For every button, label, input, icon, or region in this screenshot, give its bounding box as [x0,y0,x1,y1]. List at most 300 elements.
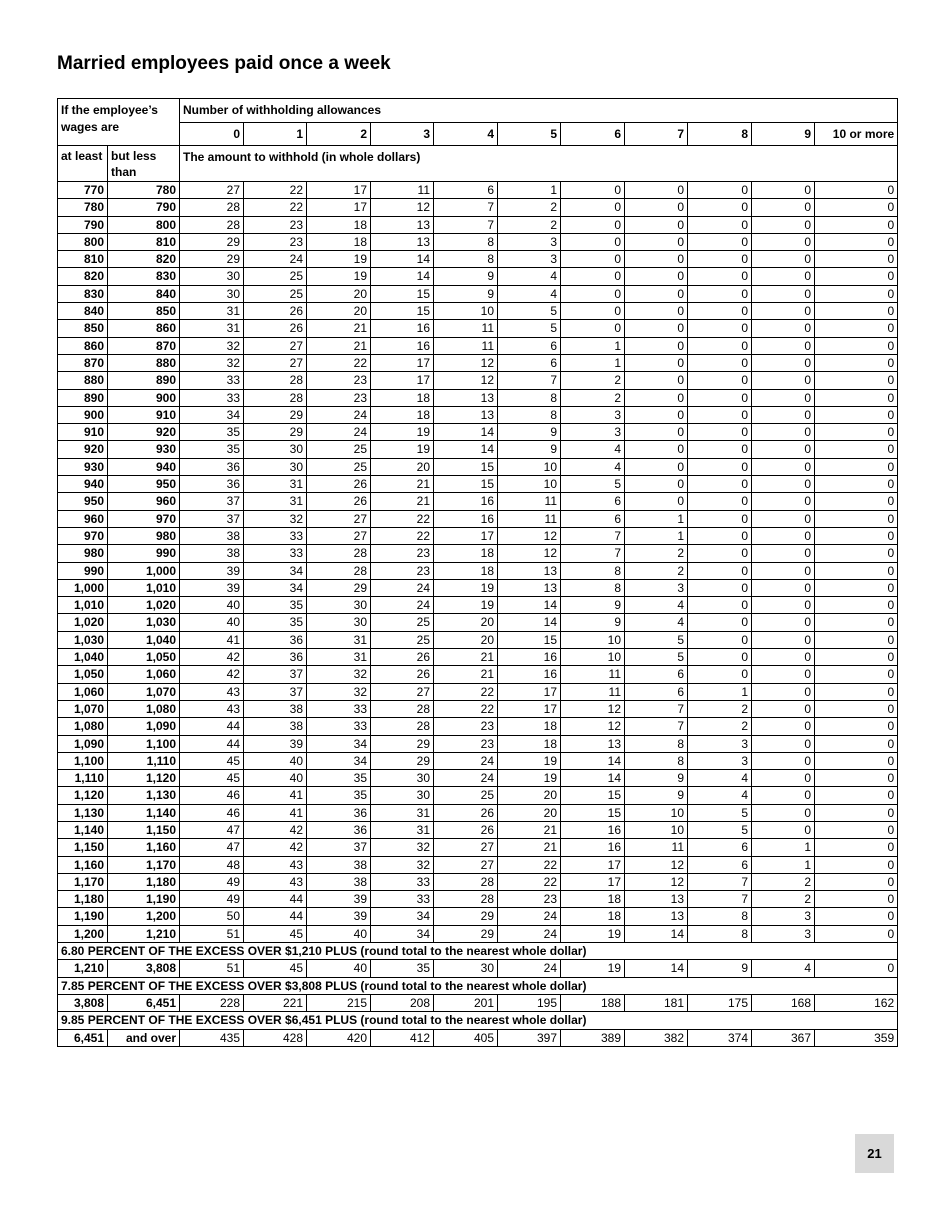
amount-cell: 0 [815,614,898,631]
amount-cell: 40 [180,614,244,631]
amount-cell: 2 [688,718,752,735]
amount-cell: 17 [371,354,434,371]
amount-cell: 49 [180,873,244,890]
at-least-cell: 970 [58,527,108,544]
amount-cell: 181 [625,994,688,1011]
amount-cell: 24 [244,251,307,268]
amount-cell: 0 [815,960,898,977]
but-less-cell: 820 [108,251,180,268]
amount-cell: 30 [371,787,434,804]
but-less-cell: 850 [108,303,180,320]
amount-cell: 6 [625,666,688,683]
amount-cell: 36 [244,649,307,666]
amount-cell: 27 [434,856,498,873]
amount-cell: 2 [625,562,688,579]
amount-cell: 435 [180,1029,244,1046]
amount-cell: 6 [434,182,498,199]
amount-cell: 0 [625,372,688,389]
allowance-col-header: 4 [434,123,498,146]
amount-cell: 29 [434,925,498,942]
amount-cell: 32 [371,839,434,856]
amount-cell: 43 [180,700,244,717]
amount-cell: 5 [688,804,752,821]
amount-cell: 16 [561,839,625,856]
amount-cell: 0 [625,493,688,510]
but-less-cell: 830 [108,268,180,285]
amount-cell: 0 [752,476,815,493]
amount-cell: 11 [498,493,561,510]
amount-cell: 359 [815,1029,898,1046]
table-row [58,510,898,527]
amount-cell: 35 [307,770,371,787]
amount-cell: 0 [815,510,898,527]
table-row [58,821,898,838]
amount-cell: 0 [752,458,815,475]
amount-cell: 23 [307,389,371,406]
amount-cell: 10 [498,476,561,493]
allowance-col-header: 5 [498,123,561,146]
amount-cell: 10 [498,458,561,475]
amount-cell: 25 [244,285,307,302]
amount-cell: 18 [307,233,371,250]
amount-cell: 6 [688,856,752,873]
amount-cell: 23 [498,891,561,908]
amount-cell: 8 [498,389,561,406]
amount-cell: 1 [625,527,688,544]
at-least-cell: 6,451 [58,1029,108,1046]
amount-cell: 0 [752,631,815,648]
amount-cell: 22 [371,527,434,544]
amount-cell: 6 [688,839,752,856]
amount-cell: 3 [498,233,561,250]
amount-cell: 29 [371,735,434,752]
amount-cell: 0 [752,199,815,216]
amount-cell: 31 [180,320,244,337]
table-row [58,199,898,216]
but-less-cell: 1,090 [108,718,180,735]
amount-cell: 16 [371,337,434,354]
amount-cell: 7 [434,199,498,216]
amount-cell: 46 [180,787,244,804]
amount-cell: 0 [561,320,625,337]
amount-cell: 23 [371,545,434,562]
amount-cell: 27 [434,839,498,856]
amount-cell: 8 [434,233,498,250]
amount-cell: 25 [244,268,307,285]
amount-cell: 7 [561,527,625,544]
amount-cell: 0 [815,354,898,371]
amount-cell: 30 [434,960,498,977]
amount-cell: 0 [752,787,815,804]
amount-cell: 36 [307,821,371,838]
table-row [58,960,898,977]
amount-cell: 0 [815,337,898,354]
amount-cell: 2 [752,873,815,890]
amount-cell: 34 [371,908,434,925]
amount-cell: 45 [244,925,307,942]
amount-cell: 0 [752,406,815,423]
but-less-cell: 1,070 [108,683,180,700]
amount-cell: 11 [434,320,498,337]
but-less-cell: 1,170 [108,856,180,873]
amount-cell: 34 [244,579,307,596]
amount-cell: 0 [688,389,752,406]
but-less-cell: 970 [108,510,180,527]
amount-cell: 14 [498,597,561,614]
amount-cell: 1 [625,510,688,527]
at-least-cell: 1,070 [58,700,108,717]
amount-cell: 15 [434,458,498,475]
amount-cell: 16 [371,320,434,337]
amount-cell: 9 [561,614,625,631]
table-row [58,770,898,787]
amount-cell: 19 [561,960,625,977]
amount-cell: 17 [561,856,625,873]
amount-cell: 30 [180,285,244,302]
amount-cell: 28 [371,700,434,717]
table-row [58,527,898,544]
but-less-cell: 1,040 [108,631,180,648]
at-least-cell: 1,190 [58,908,108,925]
amount-cell: 19 [307,268,371,285]
amount-cell: 22 [244,182,307,199]
amount-cell: 31 [244,493,307,510]
at-least-cell: 940 [58,476,108,493]
amount-cell: 27 [307,527,371,544]
withholding-table [57,98,898,1047]
amount-cell: 0 [625,337,688,354]
amount-cell: 13 [434,406,498,423]
amount-cell: 35 [371,960,434,977]
table-row [58,320,898,337]
amount-cell: 0 [815,631,898,648]
amount-cell: 28 [307,562,371,579]
amount-cell: 0 [752,718,815,735]
amount-cell: 195 [498,994,561,1011]
table-row [58,441,898,458]
amount-cell: 14 [434,441,498,458]
amount-cell: 21 [498,839,561,856]
table-row [58,873,898,890]
at-least-cell: 920 [58,441,108,458]
amount-cell: 0 [752,251,815,268]
table-row [58,856,898,873]
amount-cell: 0 [625,233,688,250]
amount-cell: 0 [688,372,752,389]
at-least-cell: 3,808 [58,994,108,1011]
amount-cell: 26 [244,320,307,337]
amount-cell: 6 [625,683,688,700]
amount-cell: 25 [434,787,498,804]
amount-cell: 31 [307,631,371,648]
amount-cell: 30 [244,441,307,458]
amount-header: The amount to withhold (in whole dollars) [180,146,898,182]
amount-cell: 24 [307,424,371,441]
at-least-cell: 1,060 [58,683,108,700]
but-less-cell: and over [108,1029,180,1046]
amount-cell: 3 [752,908,815,925]
amount-cell: 42 [180,666,244,683]
amount-cell: 8 [498,406,561,423]
table-row [58,251,898,268]
amount-cell: 3 [561,424,625,441]
amount-cell: 38 [244,700,307,717]
amount-cell: 40 [307,960,371,977]
amount-cell: 9 [625,770,688,787]
amount-cell: 10 [561,649,625,666]
amount-cell: 0 [752,579,815,596]
but-less-cell: 810 [108,233,180,250]
amount-cell: 1 [752,839,815,856]
amount-cell: 32 [244,510,307,527]
but-less-cell: 1,210 [108,925,180,942]
amount-cell: 0 [815,389,898,406]
amount-cell: 42 [244,821,307,838]
amount-cell: 7 [625,718,688,735]
percent-band-row [58,1012,898,1029]
allowance-col-header: 8 [688,123,752,146]
amount-cell: 22 [498,856,561,873]
table-row [58,891,898,908]
amount-cell: 11 [371,182,434,199]
amount-cell: 0 [815,787,898,804]
at-least-cell: 800 [58,233,108,250]
amount-cell: 30 [307,614,371,631]
amount-cell: 0 [561,268,625,285]
at-least-cell: 770 [58,182,108,199]
amount-cell: 0 [752,216,815,233]
amount-cell: 23 [434,718,498,735]
amount-cell: 15 [371,285,434,302]
amount-cell: 0 [625,389,688,406]
amount-cell: 19 [371,441,434,458]
but-less-cell: 6,451 [108,994,180,1011]
at-least-cell: 1,010 [58,597,108,614]
table-row [58,649,898,666]
amount-cell: 13 [371,216,434,233]
at-least-cell: 1,110 [58,770,108,787]
amount-cell: 38 [307,873,371,890]
table-row [58,752,898,769]
table-row [58,614,898,631]
amount-cell: 0 [688,476,752,493]
amount-cell: 41 [180,631,244,648]
amount-cell: 26 [434,804,498,821]
amount-cell: 0 [625,441,688,458]
amount-cell: 0 [688,631,752,648]
amount-cell: 22 [244,199,307,216]
but-less-cell: 1,150 [108,821,180,838]
amount-cell: 23 [244,233,307,250]
amount-cell: 0 [815,493,898,510]
amount-cell: 15 [561,787,625,804]
at-least-cell: 1,100 [58,752,108,769]
amount-cell: 25 [307,441,371,458]
amount-cell: 0 [815,718,898,735]
amount-cell: 0 [815,233,898,250]
amount-cell: 32 [307,666,371,683]
amount-cell: 0 [625,320,688,337]
but-less-cell: 1,110 [108,752,180,769]
amount-cell: 7 [688,891,752,908]
amount-cell: 33 [180,372,244,389]
amount-cell: 0 [752,510,815,527]
amount-cell: 0 [752,649,815,666]
amount-cell: 31 [371,821,434,838]
at-least-cell: 1,050 [58,666,108,683]
amount-cell: 397 [498,1029,561,1046]
amount-cell: 0 [752,493,815,510]
amount-cell: 0 [815,925,898,942]
amount-cell: 17 [498,683,561,700]
amount-cell: 36 [180,476,244,493]
amount-cell: 21 [371,476,434,493]
amount-cell: 15 [434,476,498,493]
amount-cell: 0 [815,372,898,389]
amount-cell: 43 [244,856,307,873]
amount-cell: 19 [434,579,498,596]
but-less-cell: 1,010 [108,579,180,596]
amount-cell: 36 [307,804,371,821]
amount-cell: 188 [561,994,625,1011]
amount-cell: 3 [688,735,752,752]
amount-cell: 39 [307,908,371,925]
amount-cell: 32 [371,856,434,873]
table-row [58,597,898,614]
amount-cell: 34 [180,406,244,423]
amount-cell: 0 [625,216,688,233]
table-row [58,354,898,371]
but-less-cell: 780 [108,182,180,199]
amount-cell: 29 [244,406,307,423]
but-less-cell: 790 [108,199,180,216]
amount-cell: 29 [434,908,498,925]
amount-cell: 17 [498,700,561,717]
amount-cell: 41 [244,787,307,804]
amount-cell: 0 [688,337,752,354]
allowance-col-header: 6 [561,123,625,146]
amount-cell: 175 [688,994,752,1011]
amount-cell: 12 [434,354,498,371]
amount-cell: 4 [561,458,625,475]
amount-cell: 20 [307,285,371,302]
amount-cell: 0 [752,182,815,199]
at-least-cell: 830 [58,285,108,302]
amount-cell: 8 [561,562,625,579]
amount-cell: 4 [498,285,561,302]
amount-cell: 50 [180,908,244,925]
amount-cell: 0 [752,354,815,371]
table-row [58,804,898,821]
at-least-cell: 880 [58,372,108,389]
amount-cell: 0 [688,649,752,666]
amount-cell: 0 [688,251,752,268]
amount-cell: 11 [561,683,625,700]
amount-cell: 12 [625,873,688,890]
amount-cell: 9 [625,787,688,804]
amount-cell: 11 [498,510,561,527]
amount-cell: 0 [752,303,815,320]
amount-cell: 49 [180,891,244,908]
amount-cell: 9 [498,441,561,458]
amount-cell: 30 [371,770,434,787]
table-row [58,476,898,493]
amount-cell: 0 [688,493,752,510]
amount-cell: 26 [307,476,371,493]
amount-cell: 0 [815,527,898,544]
amount-cell: 0 [752,441,815,458]
amount-cell: 0 [752,424,815,441]
amount-cell: 37 [244,683,307,700]
amount-cell: 5 [561,476,625,493]
amount-cell: 8 [688,908,752,925]
amount-cell: 0 [688,285,752,302]
amount-cell: 33 [244,527,307,544]
amount-cell: 29 [371,752,434,769]
amount-cell: 5 [688,821,752,838]
amount-cell: 208 [371,994,434,1011]
but-less-cell: 1,000 [108,562,180,579]
at-least-cell: 1,000 [58,579,108,596]
amount-cell: 37 [307,839,371,856]
amount-cell: 6 [498,354,561,371]
amount-cell: 162 [815,994,898,1011]
amount-cell: 31 [180,303,244,320]
table-row [58,337,898,354]
amount-cell: 20 [434,614,498,631]
amount-cell: 21 [307,320,371,337]
amount-cell: 12 [498,527,561,544]
at-least-cell: 1,130 [58,804,108,821]
amount-cell: 37 [180,493,244,510]
amount-cell: 6 [561,510,625,527]
at-least-cell: 870 [58,354,108,371]
amount-cell: 12 [434,372,498,389]
amount-cell: 11 [434,337,498,354]
amount-cell: 47 [180,821,244,838]
but-less-cell: 880 [108,354,180,371]
amount-cell: 0 [625,476,688,493]
amount-cell: 13 [561,735,625,752]
amount-cell: 0 [815,856,898,873]
amount-cell: 32 [180,337,244,354]
amount-cell: 0 [752,683,815,700]
amount-cell: 10 [434,303,498,320]
amount-cell: 6 [498,337,561,354]
amount-cell: 0 [688,182,752,199]
page-number: 21 [855,1134,894,1173]
amount-cell: 26 [307,493,371,510]
amount-cell: 2 [561,372,625,389]
amount-cell: 21 [307,337,371,354]
amount-cell: 0 [688,666,752,683]
amount-cell: 11 [625,839,688,856]
amount-cell: 22 [434,683,498,700]
at-least-cell: 850 [58,320,108,337]
but-less-cell: 1,020 [108,597,180,614]
amount-cell: 23 [371,562,434,579]
amount-cell: 412 [371,1029,434,1046]
amount-cell: 2 [498,199,561,216]
but-less-cell: 900 [108,389,180,406]
amount-cell: 15 [561,804,625,821]
amount-cell: 25 [307,458,371,475]
amount-cell: 13 [498,562,561,579]
amount-cell: 0 [561,233,625,250]
amount-cell: 0 [752,527,815,544]
amount-cell: 12 [561,700,625,717]
amount-cell: 0 [752,752,815,769]
